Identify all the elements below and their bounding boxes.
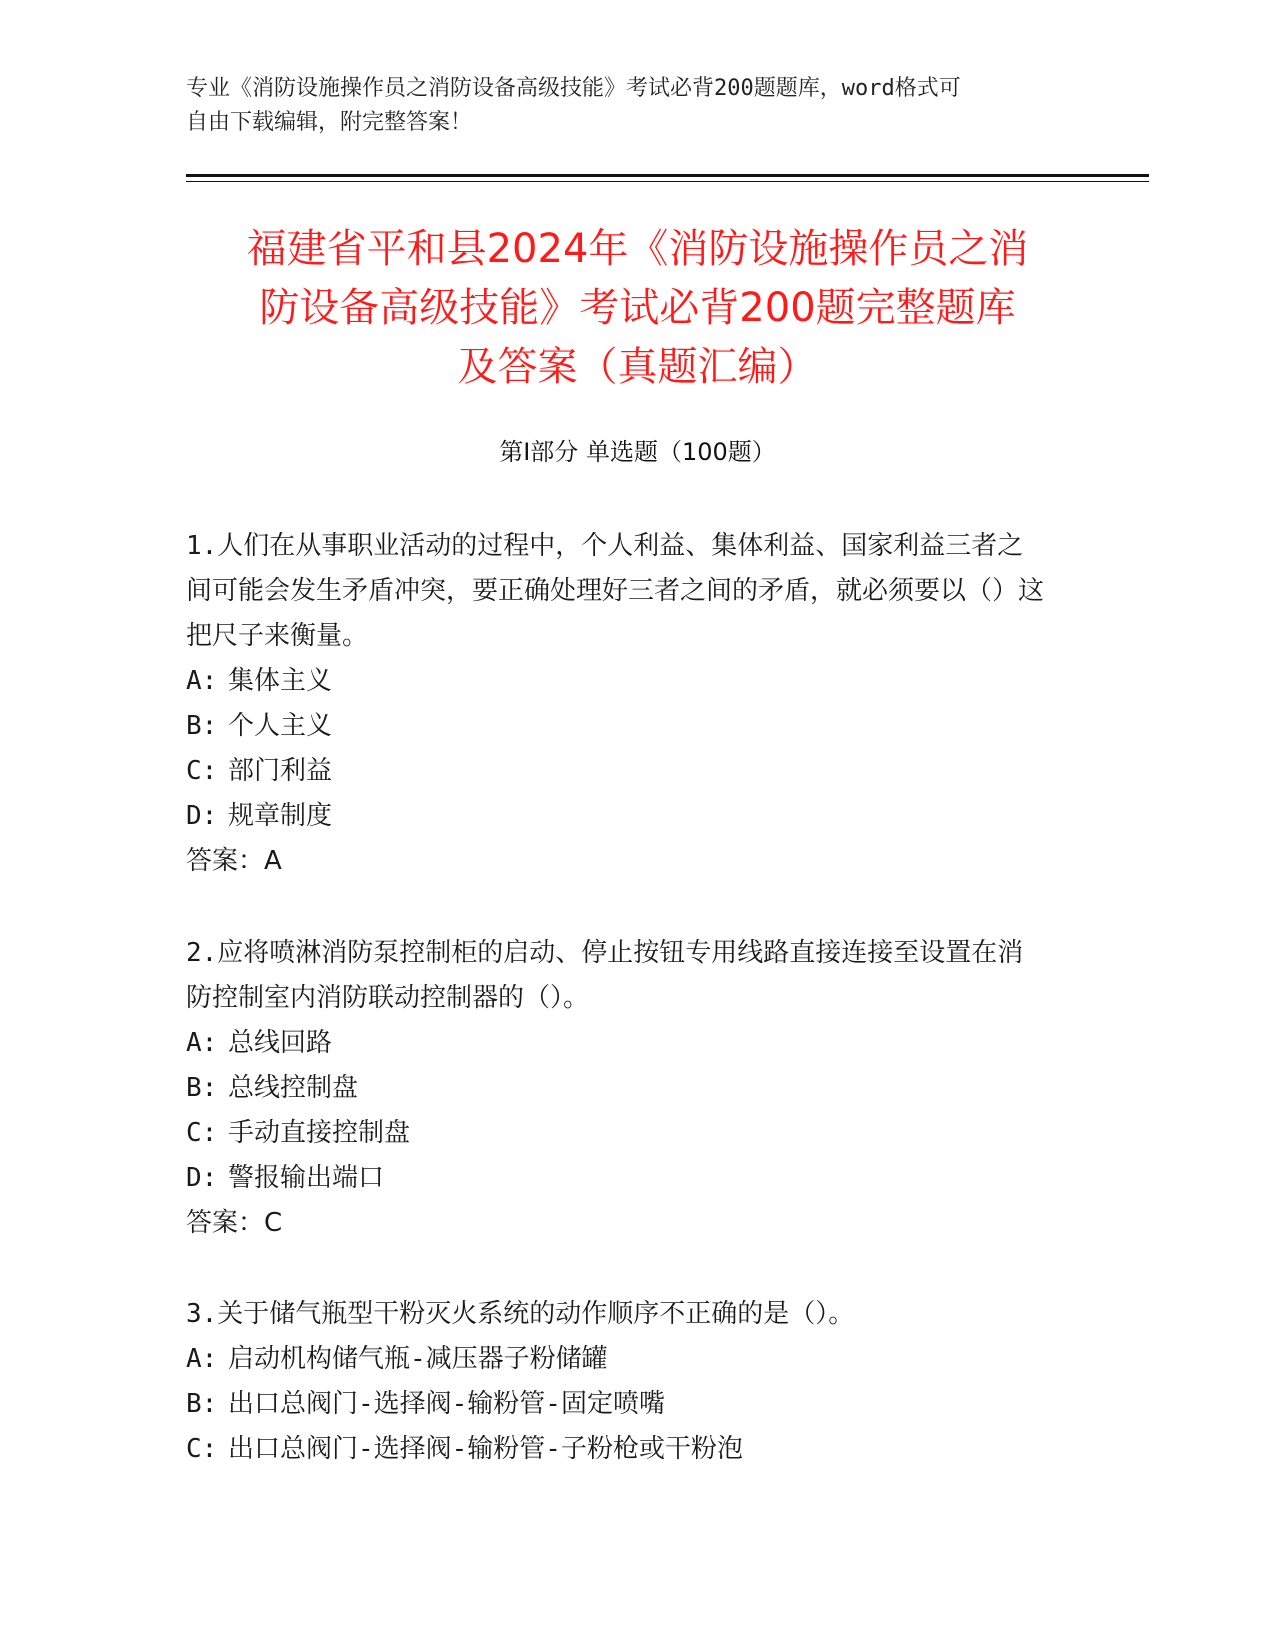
question-stem: 3.关于储气瓶型干粉灭火系统的动作顺序不正确的是（）。 xyxy=(186,1299,855,1329)
question-option-c xyxy=(186,1111,1046,1156)
document-title-line1: 福建省平和县2024年《消防设施操作员之消 xyxy=(246,226,1029,272)
question-item xyxy=(186,524,1046,884)
option-letter: C: xyxy=(186,1434,218,1464)
header-divider-thick xyxy=(186,174,1149,177)
option-text: 警报输出端口 xyxy=(228,1163,385,1193)
option-text: 出口总阀门-选择阀-输粉管-固定喷嘴 xyxy=(228,1389,665,1419)
question-item xyxy=(186,931,1046,1246)
option-text: 启动机构储气瓶-减压器子粉储罐 xyxy=(228,1344,608,1374)
option-letter: A: xyxy=(186,1028,218,1058)
option-text: 手动直接控制盘 xyxy=(228,1118,411,1148)
question-option-d xyxy=(186,794,1046,839)
option-letter: A: xyxy=(186,1344,218,1374)
option-letter: B: xyxy=(186,711,218,741)
header-note-line1: 专业《消防设施操作员之消防设备高级技能》考试必背200题题库，word格式可 xyxy=(186,76,961,101)
document-title xyxy=(170,220,1105,397)
option-letter: C: xyxy=(186,1118,218,1148)
question-option-c xyxy=(186,749,1046,794)
question-option-b xyxy=(186,1066,1046,1111)
option-letter: B: xyxy=(186,1073,218,1103)
option-text: 部门利益 xyxy=(228,756,333,786)
header-note xyxy=(186,72,1066,140)
question-option-b xyxy=(186,704,1046,749)
header-divider-thin xyxy=(186,181,1149,182)
question-stem: 2.应将喷淋消防泵控制柜的启动、停止按钮专用线路直接连接至设置在消防控制室内消防联动控制器的（）。 xyxy=(186,938,1024,1013)
question-option-a xyxy=(186,1337,1046,1382)
option-text: 总线回路 xyxy=(228,1028,333,1058)
document-title-line3: 及答案（真题汇编） xyxy=(457,344,818,390)
question-answer: 答案：A xyxy=(186,846,282,876)
question-item xyxy=(186,1292,1046,1472)
question-option-b xyxy=(186,1382,1046,1427)
option-text: 总线控制盘 xyxy=(228,1073,359,1103)
option-text: 规章制度 xyxy=(228,801,333,831)
option-letter: C: xyxy=(186,756,218,786)
question-option-c xyxy=(186,1427,1046,1472)
option-text: 集体主义 xyxy=(228,666,333,696)
question-stem: 1.人们在从事职业活动的过程中，个人利益、集体利益、国家利益三者之间可能会发生矛盾冲突，要正确处理好三者之间的矛盾，就必须要以（）这把尺子来衡量。 xyxy=(186,531,1045,651)
option-text: 个人主义 xyxy=(228,711,333,741)
option-letter: D: xyxy=(186,1163,218,1193)
option-letter: B: xyxy=(186,1389,218,1419)
option-letter: A: xyxy=(186,666,218,696)
header-note-line2: 自由下载编辑，附完整答案！ xyxy=(186,110,473,135)
option-text: 出口总阀门-选择阀-输粉管-子粉枪或干粉泡 xyxy=(228,1434,743,1464)
question-option-d xyxy=(186,1156,1046,1201)
question-option-a xyxy=(186,1021,1046,1066)
document-title-line2: 防设备高级技能》考试必背200题完整题库 xyxy=(259,285,1016,331)
section-title: 第Ⅰ部分 单选题（100题） xyxy=(499,438,776,466)
question-option-a xyxy=(186,659,1046,704)
option-letter: D: xyxy=(186,801,218,831)
question-answer: 答案：C xyxy=(186,1208,283,1238)
